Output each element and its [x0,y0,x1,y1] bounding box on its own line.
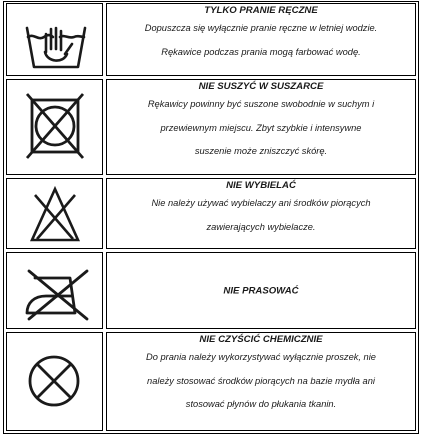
care-row-no-iron [6,252,416,329]
no-dry-clean-icon [7,333,104,432]
description-line: Rękawice podczas prania mogą farbować wodę. [161,46,361,57]
description-line: zawierających wybielacze. [206,221,316,232]
icon-cell [6,79,103,175]
text-cell [106,332,416,431]
text-cell [106,252,416,329]
description-line: należy stosować środków piorących na bazie mydła ani [147,375,375,386]
care-description [107,192,415,239]
description-line: Nie należy używać wybielaczy ani środków piorących [151,198,371,208]
care-row-no-bleach [6,178,416,249]
care-row-hand-wash [6,3,416,76]
description-line: Dopuszcza się wyłącznie pranie ręczne w letniej wodzie. [144,23,378,33]
description-line: przewiewnym miejscu. Zbyt szybkie i intensywne [160,122,362,133]
care-title: TYLKO PRANIE RĘCZNE [204,5,318,16]
care-description [107,93,415,164]
description-line: stosować płynów do płukania tkanin. [185,399,337,409]
description-line: Do prania należy wykorzystywać wyłącznie proszek, nie [146,352,376,362]
care-description [107,346,415,417]
care-title: NIE SUSZYĆ W SUSZARCE [198,81,324,92]
care-title: NIE CZYŚCIĆ CHEMICZNIE [199,334,323,345]
hand-wash-icon [7,4,104,77]
description-line: Rękawicy powinny być suszone swobodnie w suchym i [147,99,375,109]
text-cell [106,178,416,249]
care-row-no-dry-clean [6,332,416,431]
icon-cell [6,178,103,249]
text-cell [106,3,416,76]
care-title: NIE PRASOWAĆ [223,285,299,296]
no-iron-icon [7,253,104,330]
care-instructions-table [3,1,419,434]
icon-cell [6,252,103,329]
no-bleach-icon [7,179,104,250]
care-title: NIE WYBIELAĆ [226,180,296,191]
text-cell [106,79,416,175]
description-line: suszenie może zniszczyć skórę. [194,146,328,156]
care-row-no-tumble-dry [6,79,416,175]
care-description [107,17,415,64]
no-tumble-dry-icon [7,80,104,176]
icon-cell [6,332,103,431]
icon-cell [6,3,103,76]
